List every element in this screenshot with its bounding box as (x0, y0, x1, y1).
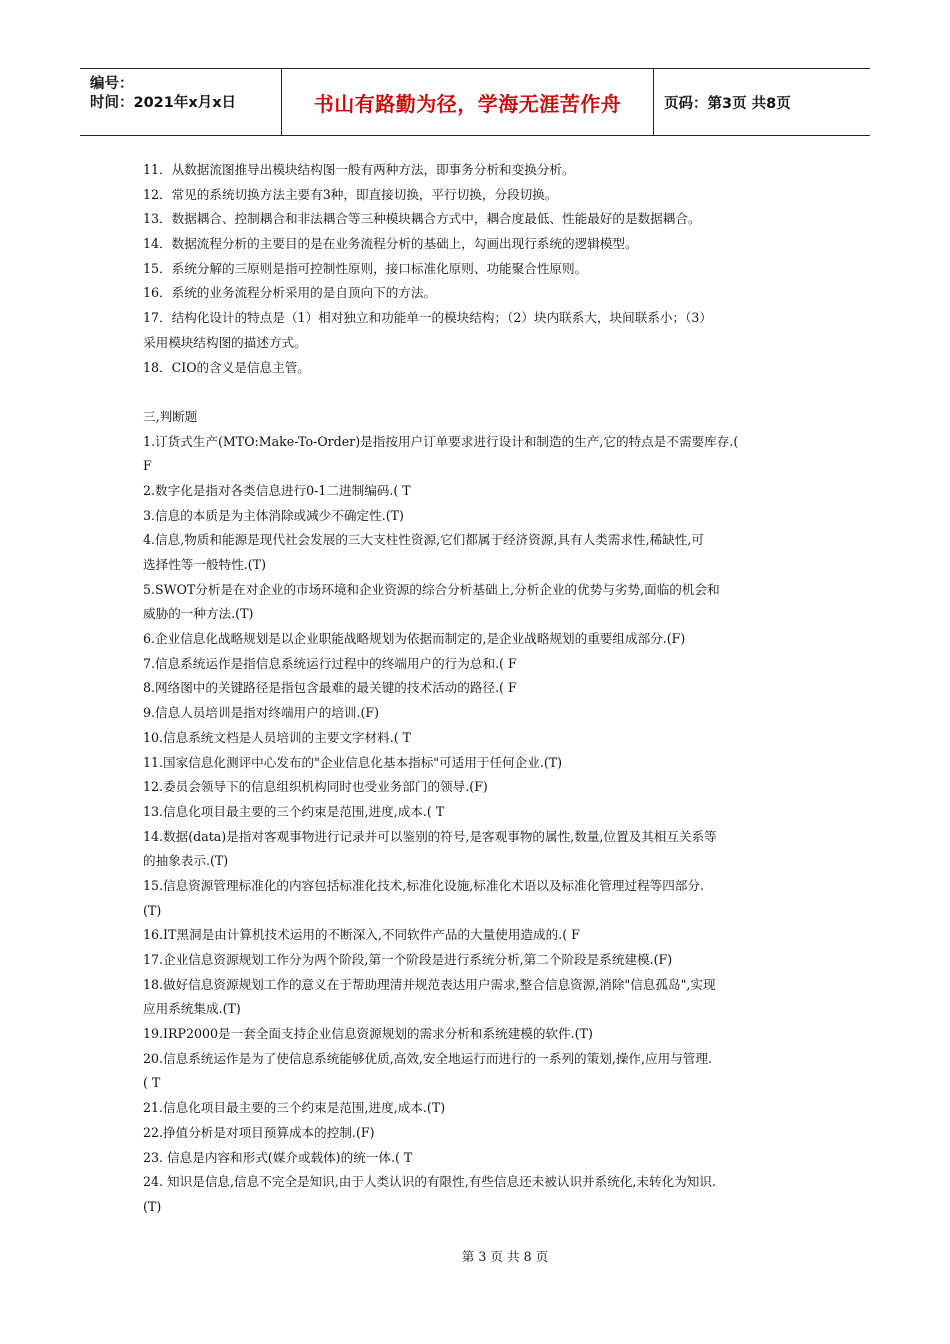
document-date-label: 时间：2021年x月x日 (90, 95, 237, 111)
document-body (143, 158, 813, 1220)
page-header (80, 68, 870, 136)
text-line: 19.IRP2000是一套全面支持企业信息资源规划的需求分析和系统建模的软件.(T) (143, 1026, 593, 1042)
section-heading: 三,判断题 (143, 408, 198, 424)
text-line: 9.信息人员培训是指对终端用户的培训.(F) (143, 705, 380, 721)
text-line: (T) (143, 1198, 162, 1214)
text-line: 2.数字化是指对各类信息进行0-1二进制编码.( T (143, 482, 411, 498)
text-line: 6.企业信息化战略规划是以企业职能战略规划为依据而制定的,是企业战略规划的重要组成部分.(F) (143, 631, 686, 647)
text-line: 13.信息化项目最主要的三个约束是范围,进度,成本.( T (143, 803, 445, 819)
text-line: (T) (143, 902, 162, 918)
text-line: 1.订货式生产(MTO:Make-To-Order)是指按用户订单要求进行设计和制造的生产,它的特点是不需要库存.( (143, 433, 739, 449)
document-number-label: 编号： (90, 76, 134, 92)
header-motto: 书山有路勤为径，学海无涯苦作舟 (282, 69, 654, 135)
text-line: 10.信息系统文档是人员培训的主要文字材料.( T (143, 729, 412, 745)
text-line: 7.信息系统运作是指信息系统运行过程中的终端用户的行为总和.( F (143, 655, 517, 671)
text-line: 14.数据(data)是指对客观事物进行记录并可以鉴别的符号,是客观事物的属性,数量,位置及其相互关系等 (143, 828, 717, 844)
text-line: 的抽象表示.(T) (143, 853, 229, 869)
text-line: 12．常见的系统切换方法主要有3种，即直接切换，平行切换，分段切换。 (143, 186, 558, 202)
text-line: 22.挣值分析是对项目预算成本的控制.(F) (143, 1124, 375, 1140)
text-line: ( T (143, 1075, 161, 1091)
section-fill-in-list (143, 158, 813, 380)
text-line: 12.委员会领导下的信息组织机构同时也受业务部门的领导.(F) (143, 779, 488, 795)
page-footer: 第 3 页 共 8 页 (461, 1249, 549, 1264)
text-line: 4.信息,物质和能源是现代社会发展的三大支柱性资源,它们都属于经济资源,具有人类需求性,稀缺性,可 (143, 532, 704, 548)
text-line: 16．系统的业务流程分析采用的是自顶向下的方法。 (143, 285, 437, 301)
text-line: 11.国家信息化测评中心发布的"企业信息化基本指标"可适用于任何企业.(T) (143, 754, 563, 770)
text-line: 11．从数据流图推导出模块结构图一般有两种方法，即事务分析和变换分析。 (143, 162, 575, 177)
text-line: 23. 信息是内容和形式(媒介或载体)的统一体.( T (143, 1149, 413, 1165)
text-line: 17.企业信息资源规划工作分为两个阶段,第一个阶段是进行系统分析,第二个阶段是系统建模.(F) (143, 952, 673, 967)
text-line: 24. 知识是信息,信息不完全是知识,由于人类认识的有限性,有些信息还未被认识并系统化,未转化为知识. (143, 1174, 716, 1190)
text-line: 13．数据耦合、控制耦合和非法耦合等三种模块耦合方式中，耦合度最低、性能最好的是数据耦合。 (143, 211, 701, 227)
text-line: 应用系统集成.(T) (143, 1001, 241, 1017)
text-line: 15.信息资源管理标准化的内容包括标准化技术,标准化设施,标准化术语以及标准化管理过程等四部分. (143, 877, 704, 893)
text-line: 18．CIO的含义是信息主管。 (143, 359, 310, 375)
header-page-label: 页码：第3页 共8页 (664, 95, 791, 112)
text-line: F (143, 458, 152, 474)
text-line: 18.做好信息资源规划工作的意义在于帮助理清并规范表达用户需求,整合信息资源,消除"信息孤岛",实现 (143, 976, 716, 992)
text-line: 选择性等一般特性.(T) (143, 557, 266, 572)
text-line: 14．数据流程分析的主要目的是在业务流程分析的基础上，勾画出现行系统的逻辑模型。 (143, 236, 638, 252)
section-true-false-list (143, 430, 813, 1220)
text-line: 20.信息系统运作是为了使信息系统能够优质,高效,安全地运行而进行的一系列的策划,操作,应用与管理. (143, 1050, 712, 1066)
section-spacer (143, 380, 813, 405)
text-line: 3.信息的本质是为主体消除或减少不确定性.(T) (143, 507, 404, 523)
text-line: 21.信息化项目最主要的三个约束是范围,进度,成本.(T) (143, 1100, 446, 1116)
text-line: 8.网络图中的关键路径是指包含最难的最关键的技术活动的路径.( F (143, 680, 517, 696)
text-line: 15．系统分解的三原则是指可控制性原则，接口标准化原则、功能聚合性原则。 (143, 260, 588, 276)
text-line: 17．结构化设计的特点是（1）相对独立和功能单一的模块结构；（2）块内联系大，块间联系小；（3） (143, 310, 712, 326)
text-line: 16.IT黑洞是由计算机技术运用的不断深入,不同软件产品的大量使用造成的.( F (143, 927, 580, 943)
text-line: 采用模块结构图的描述方式。 (143, 334, 307, 350)
header-meta (80, 69, 282, 135)
text-line: 威胁的一种方法.(T) (143, 606, 254, 622)
text-line: 5.SWOT分析是在对企业的市场环境和企业资源的综合分析基础上,分析企业的优势与劣势,面临的机会和 (143, 581, 720, 597)
